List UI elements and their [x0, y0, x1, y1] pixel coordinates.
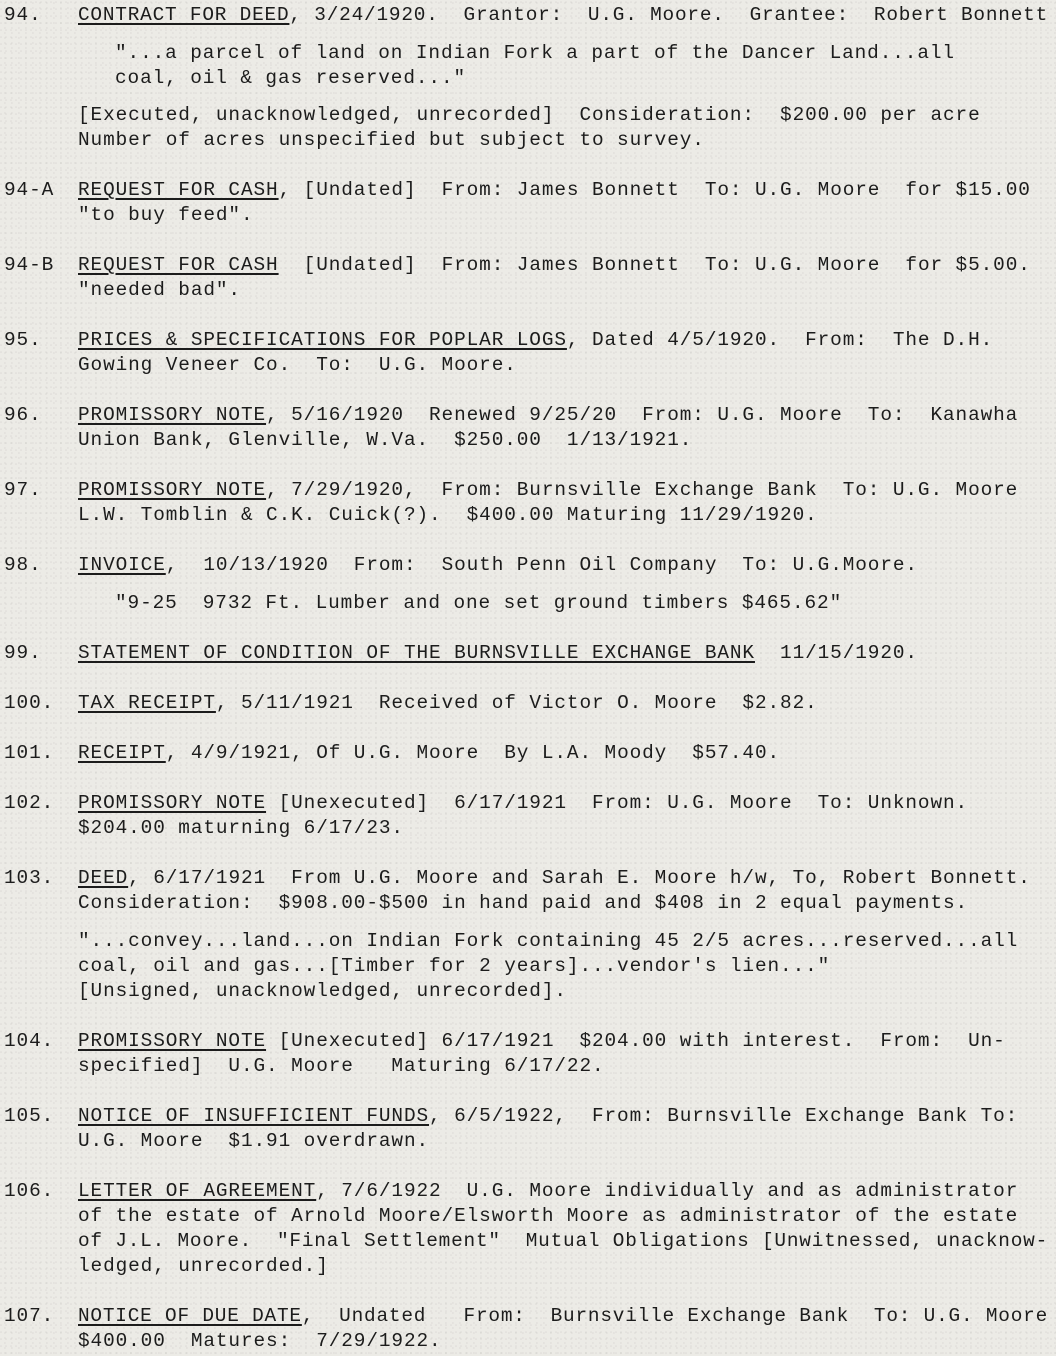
entry-number: 104.: [4, 1030, 55, 1052]
entry-heading: [78, 692, 818, 714]
entry-details: , Dated 4/5/1920. From: The D.H.: [566, 329, 994, 351]
entry-title: NOTICE OF INSUFFICIENT FUNDS: [78, 1105, 430, 1127]
entry-number: 103.: [4, 867, 55, 889]
entry-heading: [78, 479, 1018, 501]
entry-details: [Undated] From: James Bonnett To: U.G. Moore for $5.00.: [278, 254, 1031, 276]
detail-line: of J.L. Moore. "Final Settlement" Mutual Obligations [Unwitnessed, unacknow-: [78, 1230, 1049, 1252]
entry-title: LETTER OF AGREEMENT: [78, 1180, 317, 1202]
entry-number: 96.: [4, 404, 42, 426]
entry-heading: [78, 4, 1048, 26]
entry-heading: [78, 329, 993, 351]
detail-line: Consideration: $908.00-$500 in hand paid and $408 in 2 equal payments.: [78, 892, 969, 914]
entry-details: [Unexecuted] 6/17/1921 From: U.G. Moore To: Unknown.: [266, 792, 969, 814]
detail-line: specified] U.G. Moore Maturing 6/17/22.: [78, 1055, 605, 1077]
entry-details: , [Undated] From: James Bonnett To: U.G. Moore for $15.00: [278, 179, 1031, 201]
entry-number: 107.: [4, 1305, 55, 1327]
entry-title: REQUEST FOR CASH: [78, 254, 279, 276]
detail-line: $400.00 Matures: 7/29/1922.: [78, 1330, 442, 1352]
entry-details: , 7/29/1920, From: Burnsville Exchange Bank To: U.G. Moore: [266, 479, 1019, 501]
quote-line: "...a parcel of land on Indian Fork a part of the Dancer Land...all: [115, 42, 955, 64]
entry-number: 100.: [4, 692, 55, 714]
entry-details: [Unexecuted] 6/17/1921 $204.00 with interest. From: Un-: [266, 1030, 1006, 1052]
entry-title: STATEMENT OF CONDITION OF THE BURNSVILLE EXCHANGE BANK: [78, 642, 755, 664]
entry-heading: [78, 1180, 1018, 1202]
detail-line: $204.00 maturning 6/17/23.: [78, 817, 404, 839]
entry-title: RECEIPT: [78, 742, 166, 764]
entry-details: , 6/17/1921 From U.G. Moore and Sarah E. Moore h/w, To, Robert Bonnett.: [128, 867, 1031, 889]
entry-number: 94.: [4, 4, 42, 26]
detail-line: Number of acres unspecified but subject to survey.: [78, 129, 705, 151]
entry-heading: [78, 792, 968, 814]
detail-line: L.W. Tomblin & C.K. Cuick(?). $400.00 Maturing 11/29/1920.: [78, 504, 818, 526]
detail-line: Gowing Veneer Co. To: U.G. Moore.: [78, 354, 517, 376]
quote-line: coal, oil and gas...[Timber for 2 years]...vendor's lien...": [78, 955, 831, 977]
entry-details: , 5/16/1920 Renewed 9/25/20 From: U.G. Moore To: Kanawha: [266, 404, 1019, 426]
entry-heading: [78, 642, 918, 664]
entry-title: INVOICE: [78, 554, 166, 576]
entry-heading: [78, 254, 1031, 276]
entry-title: CONTRACT FOR DEED: [78, 4, 290, 26]
entry-number: 101.: [4, 742, 55, 764]
entry-heading: [78, 1305, 1048, 1327]
entry-details: , 3/24/1920. Grantor: U.G. Moore. Grantee: Robert Bonnett: [289, 4, 1049, 26]
entry-heading: [78, 179, 1031, 201]
entry-title: PROMISSORY NOTE: [78, 479, 267, 501]
entry-details: , Undated From: Burnsville Exchange Bank To: U.G. Moore: [301, 1305, 1049, 1327]
entry-number: 98.: [4, 554, 42, 576]
entry-details: , 7/6/1922 U.G. Moore individually and as administrator: [316, 1180, 1019, 1202]
entry-title: PROMISSORY NOTE: [78, 404, 267, 426]
entry-details: 11/15/1920.: [754, 642, 918, 664]
detail-line: of the estate of Arnold Moore/Elsworth Moore as administrator of the estate: [78, 1205, 1019, 1227]
entry-heading: [78, 867, 1031, 889]
detail-line: ledged, unrecorded.]: [78, 1255, 329, 1277]
entry-number: 97.: [4, 479, 42, 501]
entry-title: REQUEST FOR CASH: [78, 179, 279, 201]
detail-line: "needed bad".: [78, 279, 241, 301]
detail-line: [Executed, unacknowledged, unrecorded] Consideration: $200.00 per acre: [78, 104, 981, 126]
entry-details: , 4/9/1921, Of U.G. Moore By L.A. Moody $57.40.: [165, 742, 781, 764]
entry-heading: [78, 404, 1018, 426]
entry-number: 99.: [4, 642, 42, 664]
entry-heading: [78, 1105, 1018, 1127]
quote-line: "9-25 9732 Ft. Lumber and one set ground timbers $465.62": [115, 592, 843, 614]
detail-line: "to buy feed".: [78, 204, 254, 226]
entry-number: 105.: [4, 1105, 55, 1127]
entry-number: 106.: [4, 1180, 55, 1202]
entry-title: NOTICE OF DUE DATE: [78, 1305, 302, 1327]
entry-number: 94-B: [4, 254, 55, 276]
entry-heading: [78, 1030, 1006, 1052]
quote-line: "...convey...land...on Indian Fork containing 45 2/5 acres...reserved...all: [78, 930, 1019, 952]
entry-title: PROMISSORY NOTE: [78, 792, 267, 814]
detail-line: U.G. Moore $1.91 overdrawn.: [78, 1130, 430, 1152]
entry-heading: [78, 554, 918, 576]
entry-details: , 5/11/1921 Received of Victor O. Moore $2.82.: [215, 692, 818, 714]
detail-line: Union Bank, Glenville, W.Va. $250.00 1/13/1921.: [78, 429, 693, 451]
entry-title: PROMISSORY NOTE: [78, 1030, 267, 1052]
entry-heading: [78, 742, 780, 764]
entry-number: 94-A: [4, 179, 55, 201]
entry-details: , 10/13/1920 From: South Penn Oil Company To: U.G.Moore.: [165, 554, 918, 576]
quote-line: coal, oil & gas reserved...": [115, 67, 467, 89]
entry-title: DEED: [78, 867, 129, 889]
entry-number: 95.: [4, 329, 42, 351]
entry-number: 102.: [4, 792, 55, 814]
entry-details: , 6/5/1922, From: Burnsville Exchange Bank To:: [429, 1105, 1019, 1127]
entry-title: TAX RECEIPT: [78, 692, 216, 714]
entry-title: PRICES & SPECIFICATIONS FOR POPLAR LOGS: [78, 329, 567, 351]
quote-line: [Unsigned, unacknowledged, unrecorded].: [78, 980, 567, 1002]
